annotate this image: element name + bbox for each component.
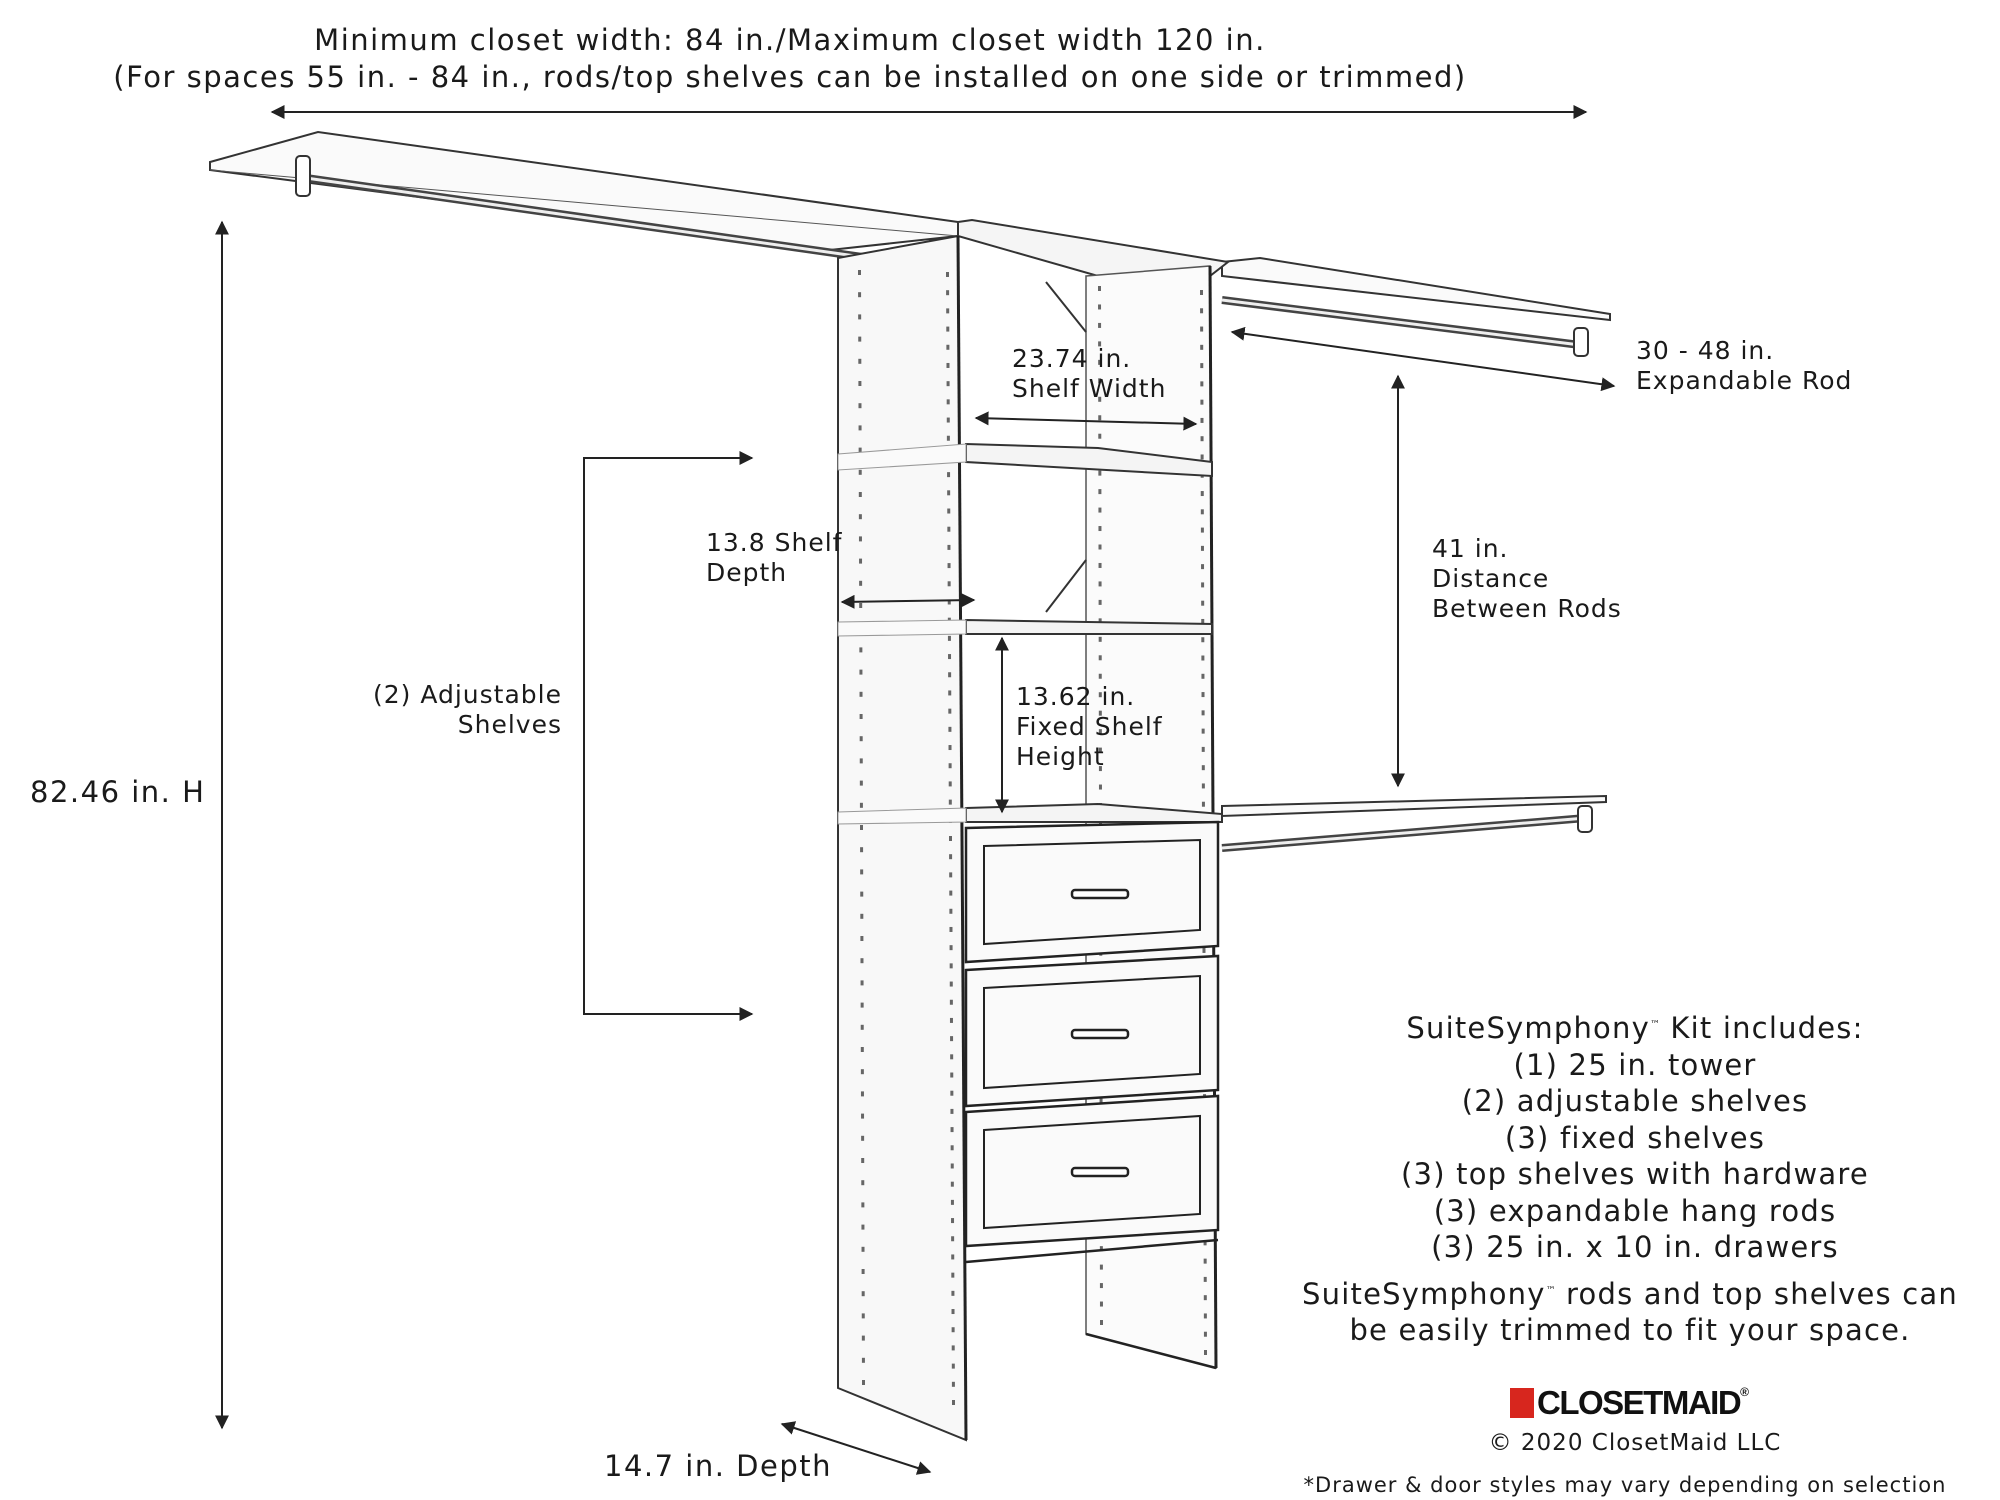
pin-hole bbox=[860, 958, 863, 963]
pin-hole bbox=[862, 1291, 865, 1296]
pin-hole bbox=[1099, 581, 1102, 586]
pin-hole bbox=[947, 545, 950, 550]
pin-hole bbox=[859, 492, 862, 497]
logo-mark-icon bbox=[1510, 1388, 1534, 1418]
pin-hole bbox=[952, 1327, 955, 1332]
pin-hole bbox=[1200, 290, 1203, 295]
pin-hole bbox=[951, 1218, 954, 1223]
pin-hole bbox=[952, 1345, 955, 1350]
pin-hole bbox=[1201, 491, 1204, 496]
pin-hole bbox=[951, 1254, 954, 1259]
pin-hole bbox=[860, 781, 863, 786]
pin-hole bbox=[858, 270, 861, 275]
pin-hole bbox=[862, 1247, 865, 1252]
pin-hole bbox=[1204, 1259, 1207, 1264]
pin-hole bbox=[949, 909, 952, 914]
pin-hole bbox=[859, 603, 862, 608]
pin-hole bbox=[949, 872, 952, 877]
kit-item: (2) adjustable shelves bbox=[1461, 1084, 1809, 1118]
pin-hole bbox=[950, 945, 953, 950]
pin-hole bbox=[952, 1382, 955, 1387]
pin-hole bbox=[861, 1180, 864, 1185]
pin-hole bbox=[950, 982, 953, 987]
pin-hole bbox=[1098, 286, 1101, 291]
pin-hole bbox=[859, 425, 862, 430]
pin-hole bbox=[1201, 454, 1204, 459]
kit-item: (1) 25 in. tower bbox=[1513, 1047, 1757, 1082]
pin-hole bbox=[947, 472, 950, 477]
pin-hole bbox=[1201, 546, 1204, 551]
fixed-shelf-height-label: 13.62 in. Fixed Shelf Height bbox=[1016, 682, 1163, 771]
pin-hole bbox=[861, 1202, 864, 1207]
pin-hole bbox=[862, 1269, 865, 1274]
pin-hole bbox=[946, 327, 949, 332]
header-line-2: (For spaces 55 in. - 84 in., rods/top shelves can be installed on one side or trimmed) bbox=[113, 60, 1467, 94]
pin-hole bbox=[1099, 785, 1102, 790]
kit-heading: SuiteSymphony™ Kit includes: bbox=[1406, 1011, 1864, 1045]
pin-hole bbox=[1200, 308, 1203, 313]
pin-hole bbox=[950, 963, 953, 968]
pin-hole bbox=[951, 1182, 954, 1187]
pin-hole bbox=[946, 272, 949, 277]
pin-hole bbox=[949, 800, 952, 805]
kit-item: (3) fixed shelves bbox=[1504, 1120, 1766, 1155]
pin-hole bbox=[1099, 563, 1102, 568]
drawer-1 bbox=[966, 822, 1218, 962]
pin-hole bbox=[1201, 436, 1204, 441]
pin-hole bbox=[950, 1091, 953, 1096]
pin-hole bbox=[1202, 802, 1205, 807]
pin-hole bbox=[1204, 1350, 1207, 1355]
pin-hole bbox=[948, 690, 951, 695]
pin-hole bbox=[948, 654, 951, 659]
pin-hole bbox=[951, 1163, 954, 1168]
pin-hole bbox=[950, 1036, 953, 1041]
pin-hole bbox=[860, 914, 863, 919]
pin-hole bbox=[1202, 948, 1205, 953]
pin-hole bbox=[951, 1273, 954, 1278]
shelf-width-label: 23.74 in. Shelf Width bbox=[1012, 344, 1167, 403]
pin-hole bbox=[859, 647, 862, 652]
pin-hole bbox=[1099, 545, 1102, 550]
pin-hole bbox=[861, 1136, 864, 1141]
pin-hole bbox=[860, 736, 863, 741]
pin-hole bbox=[1099, 674, 1102, 679]
pin-hole bbox=[951, 1236, 954, 1241]
pin-hole bbox=[947, 418, 950, 423]
pin-hole bbox=[859, 470, 862, 475]
header-line-1: Minimum closet width: 84 in./Maximum closet width 120 in. bbox=[314, 23, 1266, 57]
pin-hole bbox=[948, 636, 951, 641]
pin-hole bbox=[858, 403, 861, 408]
pin-hole bbox=[1202, 692, 1205, 697]
pin-hole bbox=[1200, 345, 1203, 350]
pin-hole bbox=[948, 581, 951, 586]
pin-hole bbox=[949, 763, 952, 768]
pin-hole bbox=[947, 436, 950, 441]
pin-hole bbox=[948, 727, 951, 732]
tower-fixed-shelf bbox=[838, 620, 1212, 636]
pin-hole bbox=[1202, 710, 1205, 715]
pin-hole bbox=[859, 514, 862, 519]
pin-hole bbox=[858, 314, 861, 319]
pin-hole bbox=[858, 381, 861, 386]
pin-hole bbox=[862, 1313, 865, 1318]
pin-hole bbox=[1201, 637, 1204, 642]
pin-hole bbox=[1204, 1277, 1207, 1282]
height-label: 82.46 in. H bbox=[30, 775, 206, 809]
pin-hole bbox=[946, 308, 949, 313]
drawer-2 bbox=[966, 956, 1218, 1106]
pin-hole bbox=[1201, 509, 1204, 514]
depth-label: 14.7 in. Depth bbox=[604, 1449, 832, 1483]
pin-hole bbox=[860, 692, 863, 697]
pin-hole bbox=[1099, 637, 1102, 642]
pin-hole bbox=[1100, 1283, 1103, 1288]
pin-hole bbox=[951, 1127, 954, 1132]
pin-hole bbox=[1098, 304, 1101, 309]
pin-hole bbox=[949, 891, 952, 896]
pin-hole bbox=[1098, 471, 1101, 476]
pin-hole bbox=[862, 1336, 865, 1341]
pin-hole bbox=[860, 825, 863, 830]
drawer-3 bbox=[966, 1096, 1218, 1246]
pin-hole bbox=[861, 1025, 864, 1030]
pin-hole bbox=[861, 1047, 864, 1052]
pin-hole bbox=[1200, 381, 1203, 386]
pin-hole bbox=[950, 1054, 953, 1059]
pin-hole bbox=[1100, 1302, 1103, 1307]
copyright: © 2020 ClosetMaid LLC bbox=[1488, 1430, 1782, 1456]
kit-item: (3) 25 in. x 10 in. drawers bbox=[1431, 1230, 1839, 1264]
pin-hole bbox=[1202, 765, 1205, 770]
pin-hole bbox=[952, 1364, 955, 1369]
pin-hole bbox=[952, 1400, 955, 1405]
pin-hole bbox=[1201, 528, 1204, 533]
pin-hole bbox=[951, 1291, 954, 1296]
pin-hole bbox=[859, 536, 862, 541]
pin-hole bbox=[858, 359, 861, 364]
pin-hole bbox=[946, 345, 949, 350]
pin-hole bbox=[861, 1091, 864, 1096]
kit-item: (3) top shelves with hardware bbox=[1401, 1157, 1869, 1191]
pin-hole bbox=[1201, 564, 1204, 569]
pin-hole bbox=[858, 292, 861, 297]
pin-hole bbox=[860, 847, 863, 852]
pin-hole bbox=[862, 1380, 865, 1385]
pin-hole bbox=[948, 709, 951, 714]
pin-hole bbox=[1099, 600, 1102, 605]
adjustable-shelves-label: (2) Adjustable Shelves bbox=[372, 680, 562, 739]
pin-hole bbox=[947, 527, 950, 532]
pin-hole bbox=[859, 670, 862, 675]
pin-hole bbox=[859, 581, 862, 586]
kit-item: (3) expandable hang rods bbox=[1433, 1193, 1837, 1228]
rod-distance-label: 41 in. Distance Between Rods bbox=[1432, 534, 1622, 623]
pin-hole bbox=[1204, 1332, 1207, 1337]
pin-hole bbox=[1200, 327, 1203, 332]
pin-hole bbox=[860, 758, 863, 763]
pin-hole bbox=[1201, 601, 1204, 606]
pin-hole bbox=[949, 854, 952, 859]
pin-hole bbox=[858, 337, 861, 342]
pin-hole bbox=[860, 869, 863, 874]
pin-hole bbox=[1204, 1295, 1207, 1300]
closet-width-header bbox=[0, 22, 1580, 96]
footnote: *Drawer & door styles may vary depending on selection bbox=[1303, 1473, 1947, 1497]
pin-hole bbox=[947, 490, 950, 495]
pin-hole bbox=[951, 1200, 954, 1205]
closetmaid-logo: CLOSETMAID® bbox=[1510, 1386, 1748, 1420]
pin-hole bbox=[861, 1003, 864, 1008]
pin-hole bbox=[860, 803, 863, 808]
tower-left-panel bbox=[838, 236, 966, 1440]
pin-hole bbox=[1100, 1265, 1103, 1270]
pin-hole bbox=[947, 381, 950, 386]
pin-hole bbox=[1202, 729, 1205, 734]
pin-hole bbox=[860, 936, 863, 941]
pin-hole bbox=[1099, 655, 1102, 660]
pin-hole bbox=[861, 980, 864, 985]
pin-hole bbox=[952, 1309, 955, 1314]
pin-hole bbox=[950, 1018, 953, 1023]
pin-hole bbox=[859, 559, 862, 564]
left-top-shelf bbox=[210, 132, 958, 250]
pin-hole bbox=[947, 509, 950, 514]
pin-hole bbox=[1098, 434, 1101, 439]
pin-hole bbox=[949, 927, 952, 932]
pin-hole bbox=[948, 672, 951, 677]
pin-hole bbox=[1098, 508, 1101, 513]
shelf-depth-label: 13.8 Shelf Depth bbox=[706, 528, 843, 587]
pin-hole bbox=[1201, 656, 1204, 661]
pin-hole bbox=[1100, 1320, 1103, 1325]
pin-hole bbox=[1200, 363, 1203, 368]
pin-hole bbox=[1098, 526, 1101, 531]
pin-hole bbox=[861, 1225, 864, 1230]
pin-hole bbox=[950, 1073, 953, 1078]
pin-hole bbox=[1200, 400, 1203, 405]
pin-hole bbox=[1201, 582, 1204, 587]
kit-contents bbox=[1290, 1010, 1980, 1266]
pin-hole bbox=[861, 1158, 864, 1163]
pin-hole bbox=[861, 1069, 864, 1074]
expandable-rod-label: 30 - 48 in. Expandable Rod bbox=[1636, 336, 1853, 395]
pin-hole bbox=[950, 1000, 953, 1005]
pin-hole bbox=[1201, 674, 1204, 679]
pin-hole bbox=[860, 714, 863, 719]
pin-hole bbox=[861, 1114, 864, 1119]
pin-hole bbox=[1098, 323, 1101, 328]
pin-hole bbox=[862, 1358, 865, 1363]
trim-note: SuiteSymphony™ rods and top shelves can be easily trimmed to fit your space. bbox=[1302, 1277, 1958, 1347]
pin-hole bbox=[1202, 747, 1205, 752]
pin-hole bbox=[947, 399, 950, 404]
pin-hole bbox=[1202, 783, 1205, 788]
pin-hole bbox=[948, 563, 951, 568]
pin-hole bbox=[946, 363, 949, 368]
pin-hole bbox=[950, 1109, 953, 1114]
right-lower-top-shelf bbox=[1222, 796, 1606, 816]
pin-hole bbox=[860, 892, 863, 897]
pin-hole bbox=[949, 745, 952, 750]
pin-hole bbox=[949, 836, 952, 841]
pin-hole bbox=[949, 781, 952, 786]
pin-hole bbox=[1204, 1313, 1207, 1318]
pin-hole bbox=[946, 290, 949, 295]
pin-hole bbox=[1200, 418, 1203, 423]
pin-hole bbox=[1098, 489, 1101, 494]
pin-hole bbox=[951, 1145, 954, 1150]
pin-hole bbox=[1098, 415, 1101, 420]
